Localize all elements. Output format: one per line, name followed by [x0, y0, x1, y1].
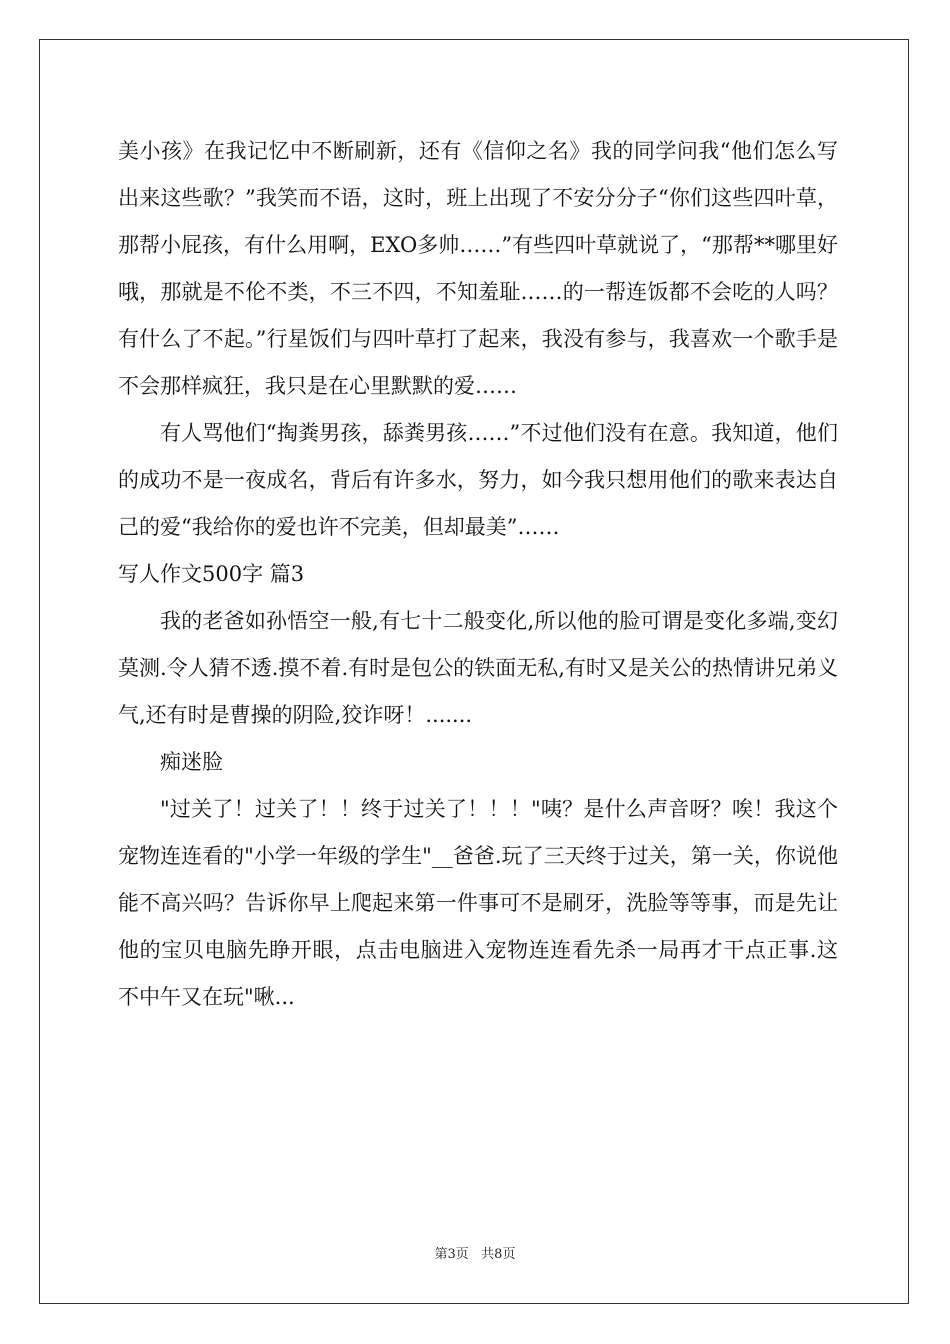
section-heading: 写人作文500字 篇3 — [118, 562, 305, 586]
paragraph-1: 美小孩》在我记忆中不断刷新，还有《信仰之名》我的同学问我“他们怎么写出来这些歌？”我笑而不语，这时，班上出现了不安分分子“你们这些四叶草，那帮小屁孩，有什么用啊，EXO多帅……”有些四叶草就说了，“那帮**哪里好哦，那就是不伦不类，不三不四，不知羞耻……的一帮连饭都不会吃的人吗？有什么了不起。”行星饭们与四叶草打了起来，我没有参与，我喜欢一个歌手是不会那样疯狂，我只是在心里默默的爱…… — [118, 139, 838, 398]
page-footer: 第3页 共8页 — [434, 1247, 516, 1262]
document-body — [118, 128, 838, 1021]
paragraph-5: "过关了！过关了！！终于过关了！！！"咦？是什么声音呀？唉！我这个宠物连连看的"小学一年级的学生"__爸爸.玩了三天终于过关，第一关，你说他能不高兴吗？告诉你早上爬起来第一件事可不是刷牙，洗脸等等事，而是先让他的宝贝电脑先睁开眼，点击电脑进入宠物连连看先杀一局再才干点正事.这不中午又在玩"啾... — [118, 797, 838, 1009]
paragraph-2: 有人骂他们“掏粪男孩，舔粪男孩……”不过他们没有在意。我知道，他们的成功不是一夜成名，背后有许多水，努力，如今我只想用他们的歌来表达自己的爱“我给你的爱也许不完美，但却最美”…… — [118, 421, 838, 539]
paragraph-3: 我的老爸如孙悟空一般,有七十二般变化,所以他的脸可谓是变化多端,变幻莫测.令人猜不透.摸不着.有时是包公的铁面无私,有时又是关公的热情讲兄弟义气,还有时是曹操的阴险,狡诈呀！....... — [118, 609, 838, 727]
paragraph-4: 痴迷脸 — [160, 750, 223, 774]
